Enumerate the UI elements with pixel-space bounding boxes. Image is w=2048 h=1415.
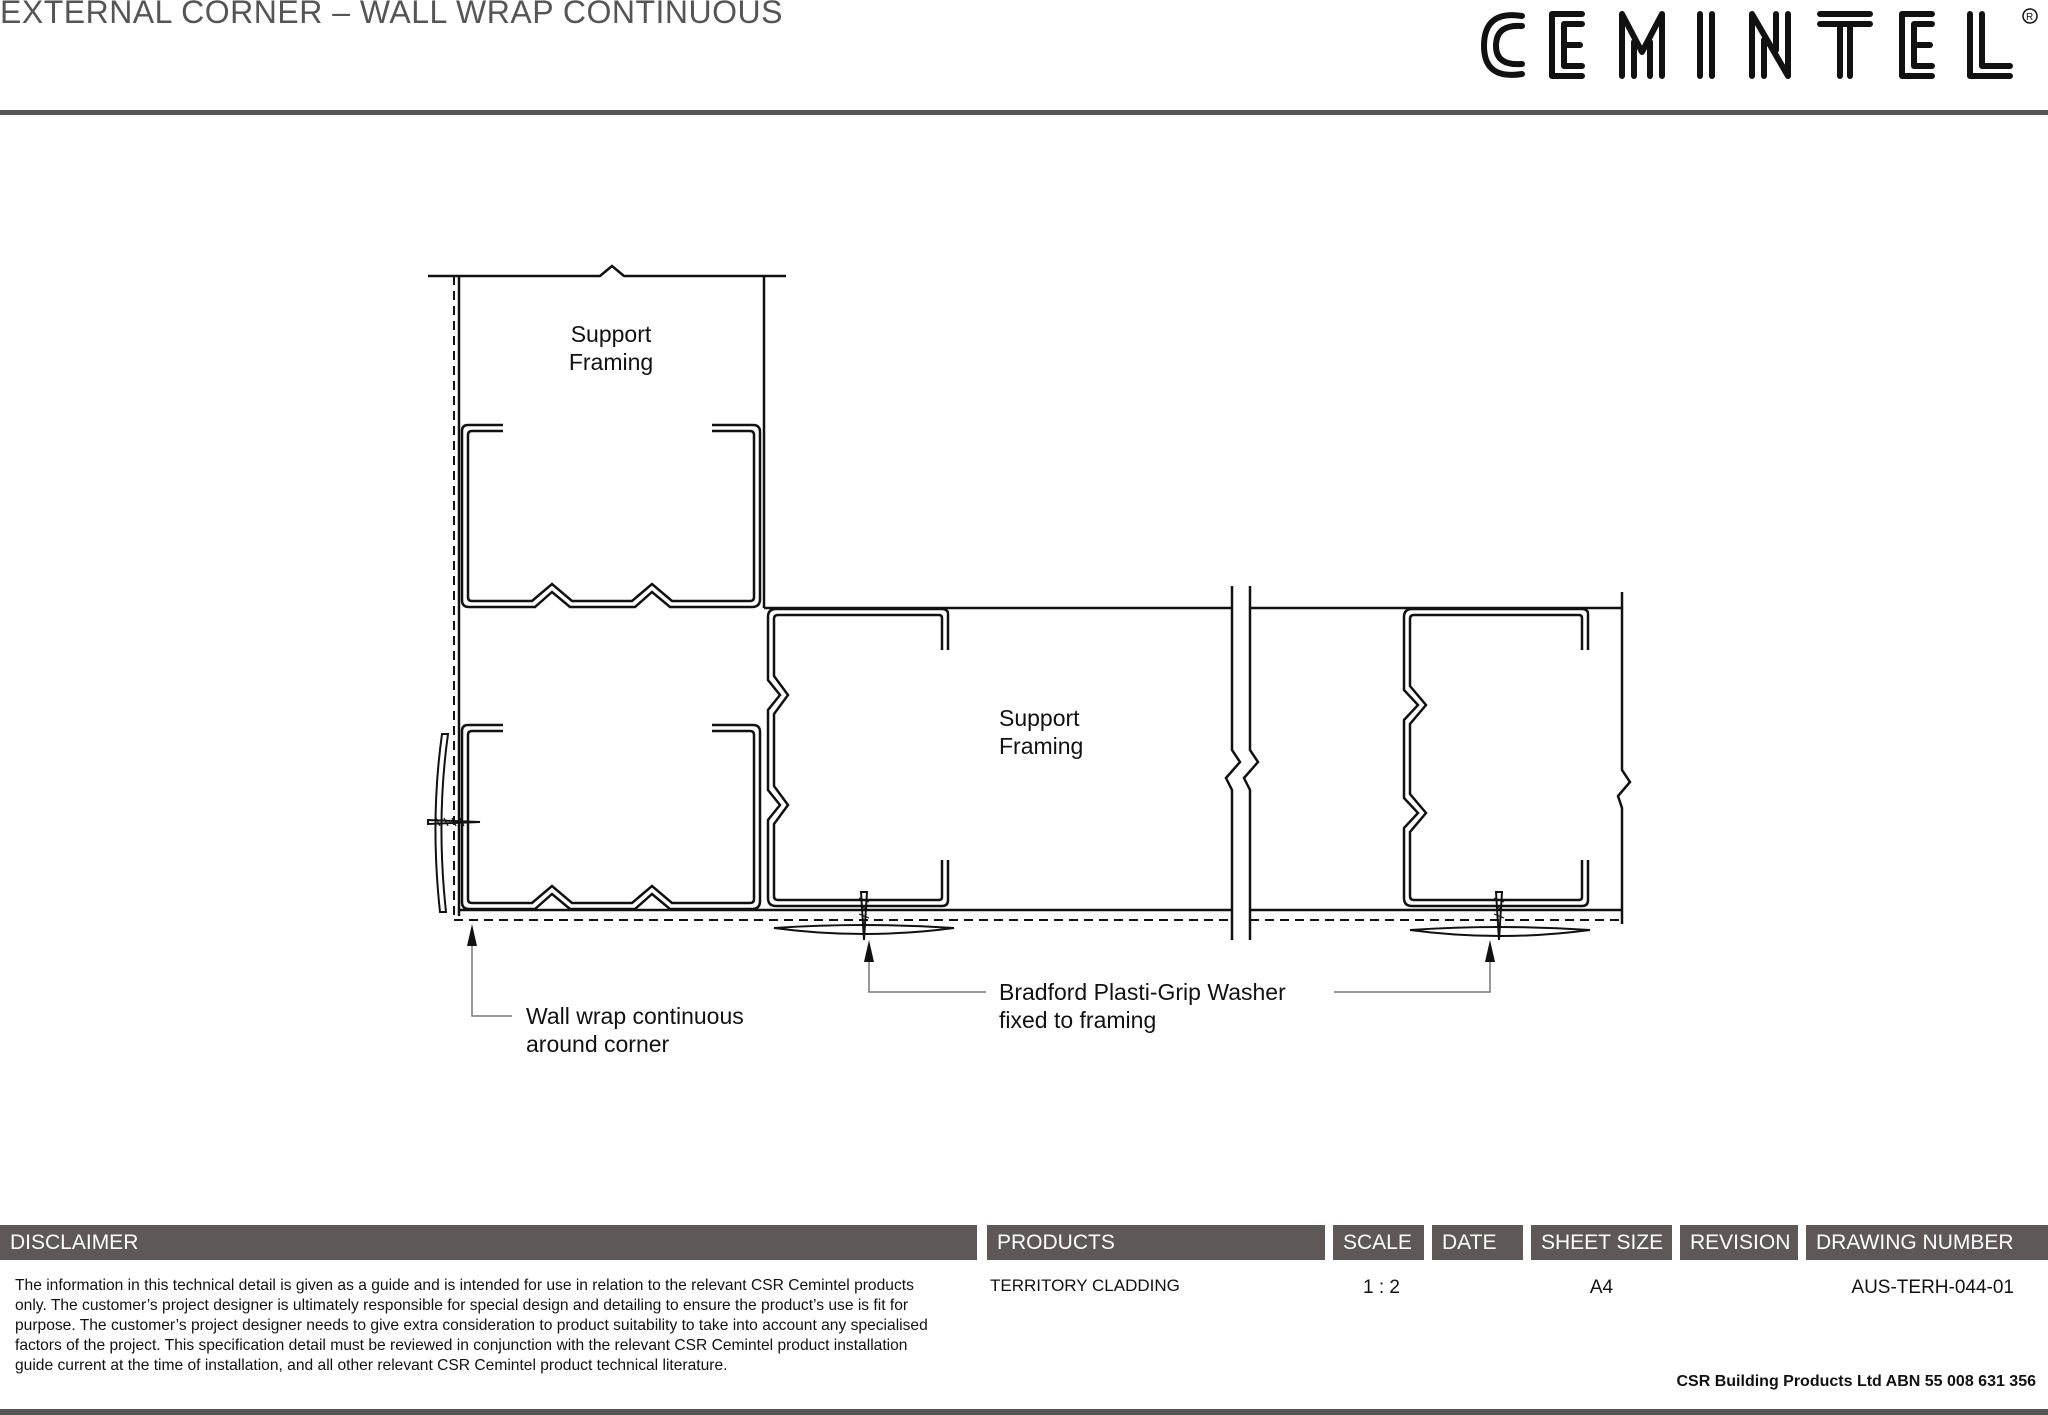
header-products: PRODUCTS bbox=[987, 1225, 1325, 1260]
header-drawing-number: DRAWING NUMBER bbox=[1806, 1225, 2048, 1260]
header-scale: SCALE bbox=[1333, 1225, 1424, 1260]
label-washer: Bradford Plasti-Grip Washer bbox=[999, 979, 1286, 1005]
header-sheet-size: SHEET SIZE bbox=[1531, 1225, 1672, 1260]
break-line-right bbox=[1244, 586, 1258, 940]
page-title: EXTERNAL CORNER – WALL WRAP CONTINUOUS bbox=[0, 0, 783, 30]
label-support-framing-mid: Support bbox=[999, 705, 1080, 731]
upper-framing-outline bbox=[428, 266, 786, 276]
leader-wall-wrap bbox=[472, 932, 512, 1016]
label-wall-wrap: Wall wrap continuous bbox=[526, 1003, 744, 1029]
scale-value: 1 : 2 bbox=[1363, 1277, 1400, 1298]
upper-stud bbox=[462, 425, 760, 607]
corner-stud bbox=[462, 725, 760, 909]
label-support-framing-top: Support bbox=[570, 321, 652, 347]
label-support-framing-top-2: Framing bbox=[568, 349, 654, 375]
header-date: DATE bbox=[1432, 1225, 1523, 1260]
footer-divider bbox=[0, 1409, 2048, 1415]
header-revision: REVISION bbox=[1680, 1225, 1798, 1260]
svg-text:R: R bbox=[2026, 12, 2034, 23]
label-support-framing-mid-2: Framing bbox=[999, 733, 1084, 759]
label-wall-wrap-2: around corner bbox=[526, 1031, 670, 1057]
sheet-size-value: A4 bbox=[1589, 1277, 1614, 1298]
break-line-left bbox=[1226, 586, 1240, 940]
header-disclaimer: DISCLAIMER bbox=[0, 1225, 977, 1260]
middle-stud bbox=[768, 609, 948, 906]
label-washer-2: fixed to framing bbox=[999, 1007, 1157, 1033]
leader-washer-2 bbox=[1334, 952, 1490, 992]
drawing-number-value: AUS-TERH-044-01 bbox=[1851, 1277, 2014, 1298]
right-stud bbox=[1404, 609, 1588, 906]
company-info: CSR Building Products Ltd ABN 55 008 631 356 bbox=[1676, 1373, 2036, 1390]
products-value: TERRITORY CLADDING bbox=[990, 1276, 1180, 1295]
leader-washer-1 bbox=[869, 952, 986, 992]
disclaimer-text: The information in this technical detail is given as a guide and is intended for use in relation to the relevant CSR Cemintel products only. The customer’s project designer is ultimately responsible for special design and detailing to ensure the product’s use is fit for purpose. The customer’s project designer needs to give extra consideration to product suitability to take into account any specialised factors of the project. This specification detail must be reviewed in conjunction with the relevant CSR Cemintel product installation guide current at the time of installation, and all other relevant CSR Cemintel product technical literature. bbox=[15, 1277, 928, 1374]
